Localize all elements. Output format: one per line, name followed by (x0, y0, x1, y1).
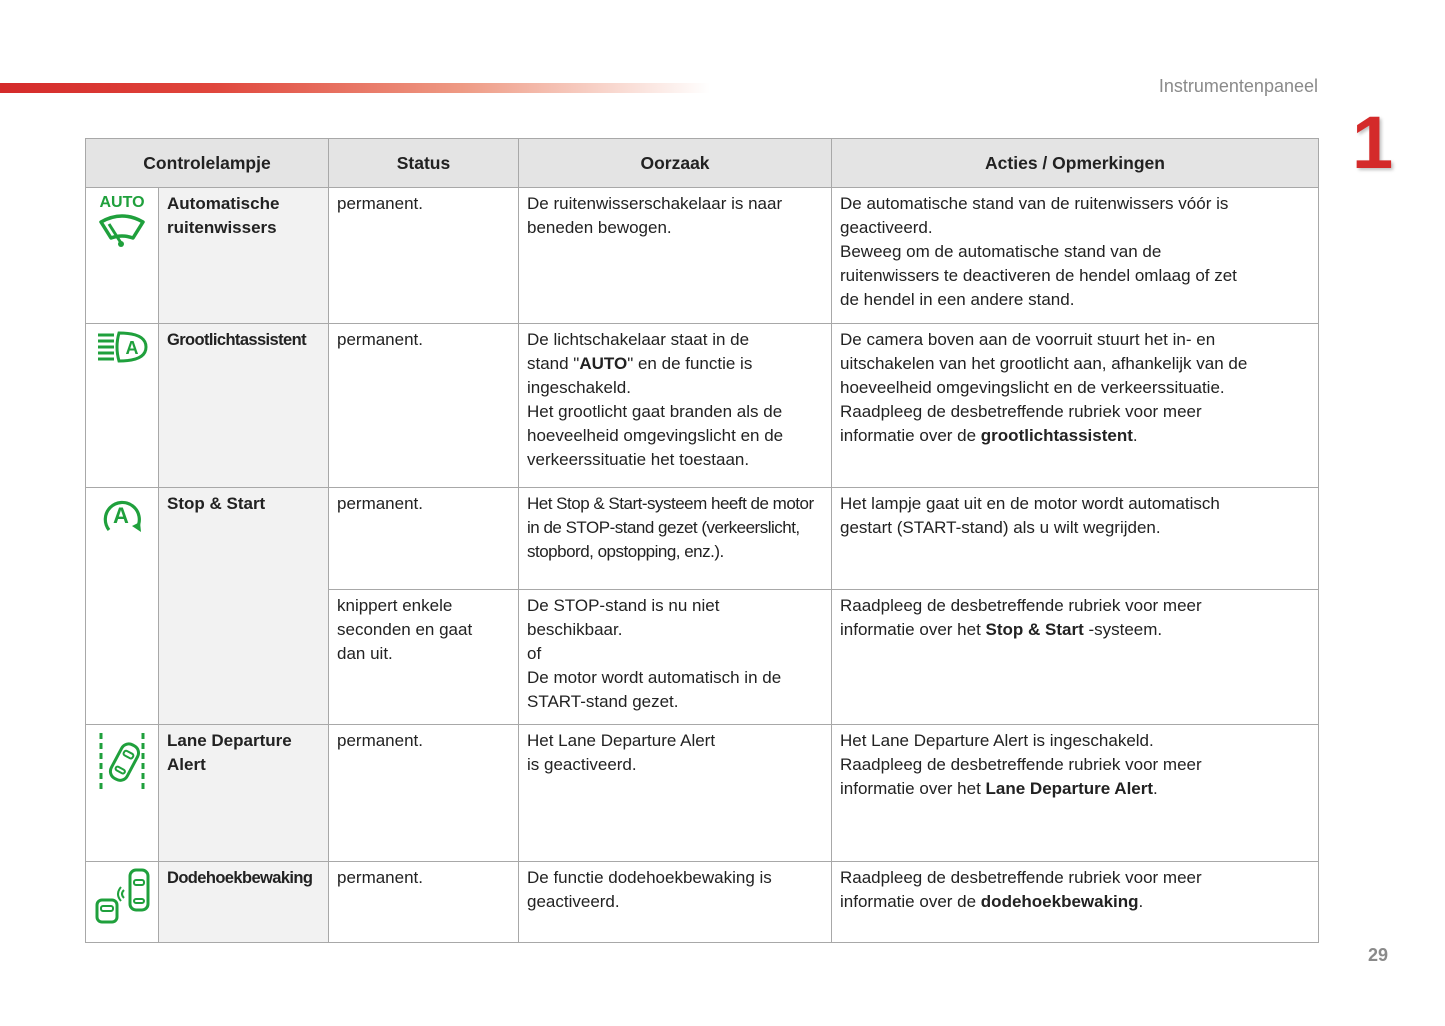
text-segment: . (1153, 779, 1158, 798)
table-row (86, 725, 1319, 862)
action-line (840, 516, 1310, 540)
text-segment: gestart (START-stand) als u wilt wegrijden. (840, 518, 1161, 537)
status-line: permanent. (337, 731, 423, 750)
text-segment: of (527, 644, 542, 663)
text-segment: is geactiveerd. (527, 755, 637, 774)
cause-line (527, 216, 823, 240)
text-segment: . (1138, 892, 1144, 911)
column-header: Controlelampje (86, 139, 329, 188)
table-header-row (86, 139, 1319, 188)
status-cell (329, 488, 519, 590)
lamp-name-line: Grootlichtassistent (167, 331, 306, 349)
svg-text:A: A (113, 503, 129, 528)
lamp-name (159, 862, 329, 943)
auto-label: AUTO (99, 194, 145, 211)
action-line (840, 328, 1310, 352)
action-line (840, 594, 1310, 618)
text-segment: ruitenwissers te deactiveren de hendel omlaag of zet (840, 266, 1237, 285)
cause-cell (519, 188, 832, 324)
text-segment: verkeerssituatie het toestaan. (527, 450, 750, 469)
cause-line (527, 492, 823, 516)
text-segment: ingeschakeld. (527, 378, 631, 397)
action-line (840, 352, 1310, 376)
text-segment: Het Lane Departure Alert is ingeschakeld. (840, 731, 1154, 750)
action-cell (832, 488, 1319, 590)
text-segment: Raadpleeg de desbetreffende rubriek voor meer (840, 868, 1202, 887)
status-line: permanent. (337, 494, 423, 513)
action-line (840, 890, 1310, 914)
lamp-name (159, 488, 329, 725)
cause-line (527, 666, 823, 690)
text-segment: Raadpleeg de desbetreffende rubriek voor meer (840, 402, 1202, 421)
text-segment: de hendel in een andere stand. (840, 290, 1075, 309)
cause-line (527, 376, 823, 400)
cause-line (527, 618, 823, 642)
text-segment: beschikbaar. (527, 620, 623, 639)
cause-line (527, 890, 823, 914)
table-row (86, 188, 1319, 324)
lane-departure-icon (86, 725, 159, 862)
text-segment: geactiveerd. (527, 892, 620, 911)
action-line (840, 400, 1310, 424)
action-line (840, 192, 1310, 216)
text-segment: geactiveerd. (840, 218, 933, 237)
text-segment: informatie over de (840, 426, 981, 445)
status-line: seconden en gaat (337, 620, 473, 639)
bold-text: AUTO (579, 354, 628, 373)
text-segment: hoeveelheid omgevingslicht en de (527, 426, 784, 445)
auto-wiper-icon (86, 188, 159, 324)
lamp-name (159, 725, 329, 862)
status-cell (329, 188, 519, 324)
status-line: permanent. (337, 868, 423, 887)
cause-line (527, 352, 823, 376)
text-segment: informatie over de (840, 892, 981, 911)
status-cell (329, 725, 519, 862)
action-line (840, 753, 1310, 777)
text-segment: Het Lane Departure Alert (527, 731, 716, 750)
text-segment: informatie over het (840, 620, 986, 639)
svg-text:A: A (125, 338, 139, 358)
lamp-name-line: Automatische (167, 194, 280, 213)
action-cell (832, 324, 1319, 488)
action-line (840, 729, 1310, 753)
lamp-name-line: Dodehoekbewaking (167, 869, 313, 887)
action-cell (832, 188, 1319, 324)
chapter-number: 1 (1352, 101, 1394, 184)
cause-line (527, 540, 823, 564)
action-line (840, 492, 1310, 516)
cause-line (527, 424, 823, 448)
bold-text: dodehoekbewaking (980, 892, 1139, 911)
cause-cell (519, 725, 832, 862)
page-number: 29 (1368, 945, 1389, 965)
status-line: permanent. (337, 330, 423, 349)
text-segment: Het grootlicht gaat branden als de (527, 402, 783, 421)
status-cell (329, 862, 519, 943)
text-segment: Het Stop & Start-systeem heeft de motor (527, 494, 814, 513)
table-row (86, 324, 1319, 488)
action-line (840, 288, 1310, 312)
text-segment: Beweeg om de automatische stand van de (840, 242, 1162, 261)
cause-line (527, 448, 823, 472)
text-segment: De motor wordt automatisch in de (527, 668, 782, 687)
action-cell (832, 590, 1319, 725)
text-segment: . (1132, 426, 1138, 445)
text-segment: -systeem. (1083, 620, 1163, 639)
text-segment: De automatische stand van de ruitenwissers vóór is (840, 194, 1229, 213)
text-segment: informatie over het (840, 779, 986, 798)
action-line (840, 777, 1310, 801)
cause-line (527, 192, 823, 216)
cause-cell (519, 590, 832, 725)
cause-line (527, 516, 823, 540)
bold-text: Stop & Start (985, 620, 1084, 639)
column-header: Acties / Opmerkingen (832, 139, 1319, 188)
section-title: Instrumentenpaneel (1158, 76, 1318, 96)
action-line (840, 424, 1310, 448)
text-segment: Raadpleeg de desbetreffende rubriek voor meer (840, 755, 1202, 774)
cause-cell (519, 488, 832, 590)
text-segment: Het lampje gaat uit en de motor wordt automatisch (840, 494, 1220, 513)
text-segment: De functie dodehoekbewaking is (527, 868, 772, 887)
cause-line (527, 594, 823, 618)
text-segment: De camera boven aan de voorruit stuurt het in- en (840, 330, 1216, 349)
text-segment: De lichtschakelaar staat in de (527, 330, 750, 349)
text-segment: in de STOP-stand gezet (verkeerslicht, (527, 518, 800, 537)
action-cell (832, 725, 1319, 862)
column-header: Status (329, 139, 519, 188)
text-segment: De STOP-stand is nu niet (527, 596, 720, 615)
text-segment: stand " (527, 354, 580, 373)
table-row (86, 488, 1319, 590)
text-segment: hoeveelheid omgevingslicht en de verkeerssituatie. (840, 378, 1225, 397)
status-line: permanent. (337, 194, 423, 213)
text-segment: " en de functie is (627, 354, 753, 373)
column-header: Oorzaak (519, 139, 832, 188)
action-line (840, 264, 1310, 288)
cause-cell (519, 862, 832, 943)
status-line: dan uit. (337, 644, 393, 663)
cause-line (527, 328, 823, 352)
action-line (840, 866, 1310, 890)
bold-text: Lane Departure Alert (985, 779, 1154, 798)
action-line (840, 240, 1310, 264)
text-segment: uitschakelen van het grootlicht aan, afhankelijk van de (840, 354, 1248, 373)
cause-line (527, 642, 823, 666)
high-beam-assist-icon (86, 324, 159, 488)
lamp-name-line: Alert (167, 755, 206, 774)
lamp-name-line: Stop & Start (167, 494, 266, 513)
lamp-name (159, 188, 329, 324)
action-cell (832, 862, 1319, 943)
cause-line (527, 690, 823, 714)
text-segment: beneden bewogen. (527, 218, 672, 237)
bold-text: grootlichtassistent (980, 426, 1133, 445)
lamp-name-line: Lane Departure (167, 731, 292, 750)
status-cell (329, 324, 519, 488)
text-segment: START-stand gezet. (527, 692, 679, 711)
cause-line (527, 729, 823, 753)
action-line (840, 216, 1310, 240)
table-row (86, 862, 1319, 943)
action-line (840, 618, 1310, 642)
lamp-name (159, 324, 329, 488)
cause-line (527, 400, 823, 424)
text-segment: stopbord, opstopping, enz.). (527, 542, 724, 561)
text-segment: De ruitenwisserschakelaar is naar (527, 194, 783, 213)
status-line: knippert enkele (337, 596, 453, 615)
header-red-bar (0, 83, 710, 93)
warning-lamps-table (85, 138, 1319, 943)
status-cell (329, 590, 519, 725)
lamp-name-line: ruitenwissers (167, 218, 277, 237)
cause-line (527, 866, 823, 890)
cause-cell (519, 324, 832, 488)
cause-line (527, 753, 823, 777)
action-line (840, 376, 1310, 400)
text-segment: Raadpleeg de desbetreffende rubriek voor meer (840, 596, 1202, 615)
blind-spot-icon (86, 862, 159, 943)
stop-start-icon (86, 488, 159, 725)
